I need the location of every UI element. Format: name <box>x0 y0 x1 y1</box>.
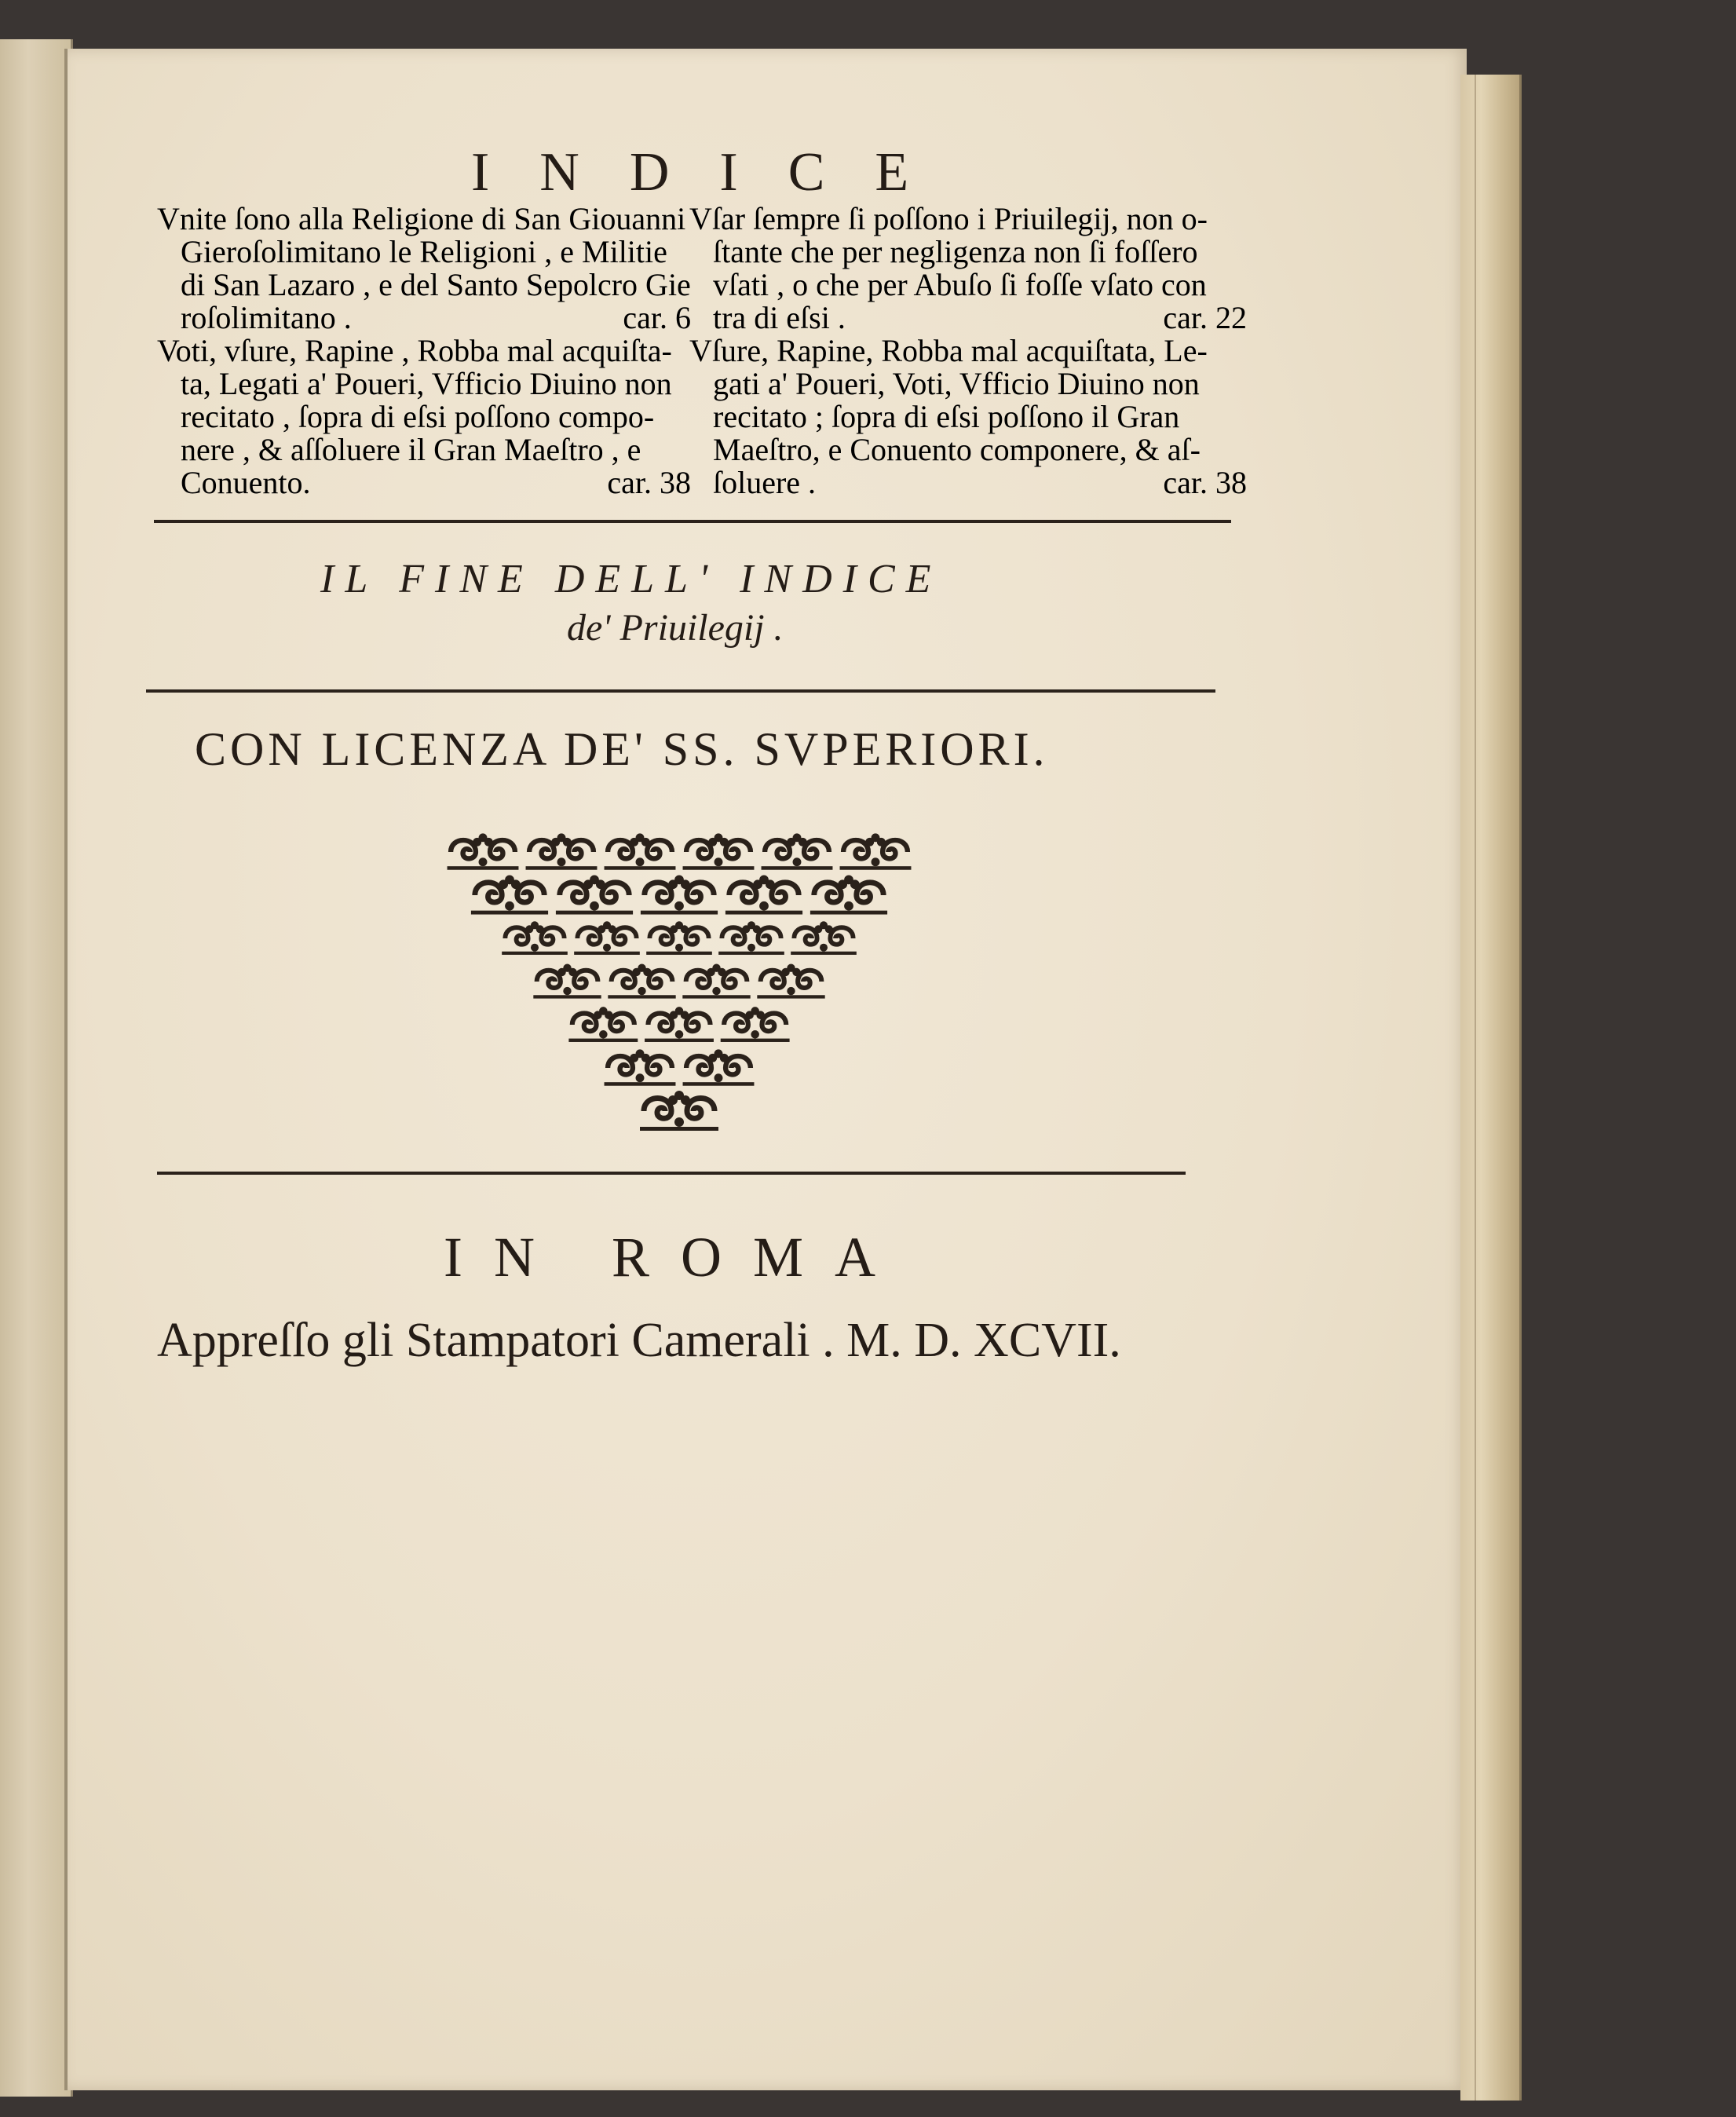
index-column-right <box>689 203 1247 499</box>
ornament-motif <box>556 875 633 914</box>
ornament-motif <box>683 833 755 869</box>
index-entry-line: Vnite ſono alla Religione di San Giouanni <box>157 201 686 236</box>
ornament-motif <box>641 875 718 914</box>
ornament-motif <box>568 1007 638 1042</box>
index-heading: INDICE <box>471 142 959 203</box>
ornament-motif <box>526 833 598 869</box>
license-statement: CON LICENZA DE' SS. SVPERIORI. <box>195 723 1049 775</box>
index-entry-line: ſtante che per negligenza non ſi foſſero <box>713 234 1198 269</box>
end-of-index-subtitle: de' Priuilegij . <box>567 607 784 649</box>
ornament-motif <box>810 875 887 914</box>
index-entry-line <box>689 466 1247 499</box>
index-entry-text: tra di eſsi . <box>713 300 846 335</box>
index-entry-line: Vſure, Rapine, Robba mal acquiſtata, Le- <box>689 333 1208 368</box>
ornament-motif <box>718 921 784 955</box>
end-of-index-title: IL FINE DELL' INDICE <box>320 557 942 601</box>
index-entry-line: ta, Legati a' Poueri, Vfficio Diuino non <box>181 366 672 401</box>
index-entry-line: Vſar ſempre ſi poſſono i Priuilegij, non o- <box>689 201 1208 236</box>
ornament-motif <box>757 964 824 999</box>
ornament-motif <box>502 921 568 955</box>
left-page-edge <box>0 39 73 2097</box>
index-entry-line <box>157 466 691 499</box>
ornament-motif <box>608 964 675 999</box>
rule-bottom <box>157 1172 1186 1175</box>
index-entry-page-ref: car. 38 <box>1163 465 1247 500</box>
ornament-motif <box>762 833 833 869</box>
ornament-motif <box>791 921 857 955</box>
index-entry-line: vſati , o che per Abuſo ſi foſſe vſato con <box>713 267 1207 302</box>
index-entry-page-ref: car. 22 <box>1163 300 1247 335</box>
index-entry-line: Maeſtro, e Conuento componere, & aſ- <box>713 432 1201 467</box>
page-stack-edge <box>1460 75 1522 2101</box>
index-entry-text: roſolimitano . <box>181 300 352 335</box>
index-entry-line <box>689 302 1247 335</box>
ornament-motif <box>682 964 750 999</box>
printers-ornament-icon <box>424 828 934 1158</box>
ornament-motif <box>645 1007 714 1042</box>
ornament-motif <box>605 833 676 869</box>
index-entry-text: ſoluere . <box>713 465 817 500</box>
index-entry-line <box>157 302 691 335</box>
index-column-left <box>157 203 691 499</box>
ornament-motif <box>725 875 802 914</box>
rule-middle <box>146 689 1215 693</box>
ornament-motif <box>640 1091 718 1131</box>
ornament-motif <box>840 833 912 869</box>
index-entry-line: di San Lazaro , e del Santo Sepolcro Gie <box>181 267 691 302</box>
index-entry-line: Voti, vſure, Rapine , Robba mal acquiſta- <box>157 333 672 368</box>
index-entry-line: gati a' Poueri, Voti, Vfficio Diuino non <box>713 366 1200 401</box>
ornament-motif <box>448 833 519 869</box>
ornament-motif <box>471 875 548 914</box>
index-entry-text: Conuento. <box>181 465 311 500</box>
index-entry-line: nere , & aſſoluere il Gran Maeſtro , e <box>181 432 641 467</box>
imprint-place: IN ROMA <box>444 1226 908 1289</box>
index-entry-line: recitato ; ſopra di eſsi poſſono il Gran <box>713 399 1180 434</box>
index-entry-line: recitato , ſopra di eſsi poſſono compo- <box>181 399 655 434</box>
rule-top <box>154 520 1231 523</box>
ornament-motif <box>533 964 601 999</box>
ornament-motif <box>574 921 640 955</box>
index-entry-page-ref: car. 38 <box>607 465 691 500</box>
ornament-motif <box>646 921 712 955</box>
ornament-motif <box>605 1049 676 1085</box>
imprint-publisher: Appreſſo gli Stampatori Camerali . M. D. XCVII. <box>157 1314 1121 1367</box>
ornament-motif <box>721 1007 790 1042</box>
index-entry-page-ref: car. 6 <box>623 300 691 335</box>
ornament-motif <box>683 1049 755 1085</box>
index-entry-line: Gieroſolimitano le Religioni , e Militie <box>181 234 667 269</box>
